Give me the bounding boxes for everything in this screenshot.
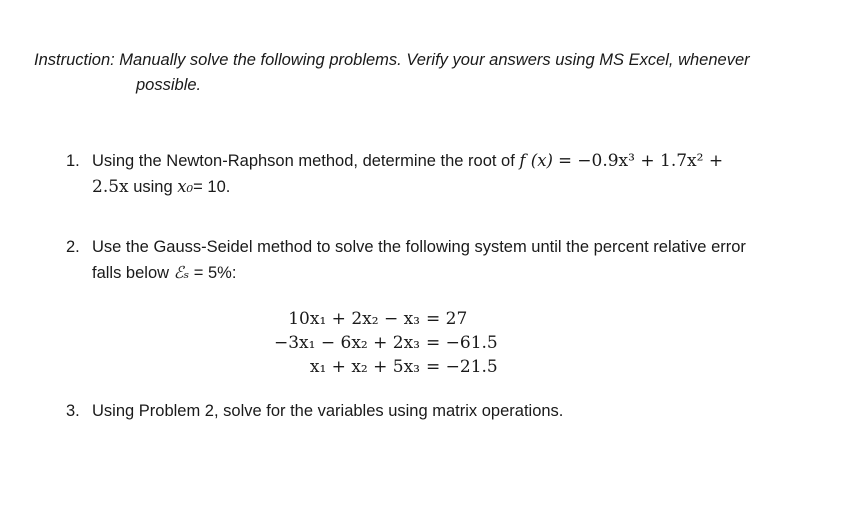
equation-lhs: −3x₁ − 6x₂ + 2x₃: [273, 333, 420, 353]
equation-lhs: x₁ + x₂ + 5x₃: [309, 357, 420, 377]
initial-guess-symbol: x₀: [177, 177, 194, 196]
problem-1: [66, 148, 826, 200]
equation-system: [232, 307, 552, 379]
problem-3-text: Using Problem 2, solve for the variables using matrix operations.: [92, 402, 564, 420]
problem-number: 1.: [66, 152, 80, 170]
equation-row: [232, 307, 552, 331]
instruction-line-1: Instruction: Manually solve the following problems. Verify your answers using MS Excel, whenever: [34, 51, 750, 69]
equation-row: [232, 355, 552, 379]
error-tolerance-symbol: ℰₛ: [173, 263, 190, 282]
problem-2-text-line-1: Use the Gauss-Seidel method to solve the following system until the percent relative error: [92, 238, 746, 256]
problem-number: 3.: [66, 402, 80, 420]
problem-1-text-before: Using the Newton-Raphson method, determine the root of: [92, 152, 520, 170]
problem-2-text-line-2-after: = 5%:: [189, 264, 237, 282]
equation-rhs: = 27: [426, 309, 468, 329]
equation-rhs: = −61.5: [426, 333, 498, 353]
instruction-line-2: possible.: [136, 76, 202, 94]
problem-2-text-line-2-before: falls below: [92, 264, 174, 282]
function-label: f (x) =: [519, 151, 578, 170]
initial-guess-value: = 10.: [193, 178, 231, 196]
problem-number: 2.: [66, 238, 80, 256]
problem-3: [66, 398, 826, 424]
instruction-text: [34, 48, 834, 98]
equation-rhs: = −21.5: [426, 357, 498, 377]
function-expression-part-2: 2.5x: [92, 177, 129, 197]
equation-lhs: 10x₁ + 2x₂ − x₃: [288, 309, 420, 329]
function-expression-part-1: −0.9x³ + 1.7x² +: [577, 151, 724, 171]
equation-row: [232, 331, 552, 355]
problem-1-text-after: using: [128, 178, 178, 196]
problem-2: [66, 234, 826, 286]
